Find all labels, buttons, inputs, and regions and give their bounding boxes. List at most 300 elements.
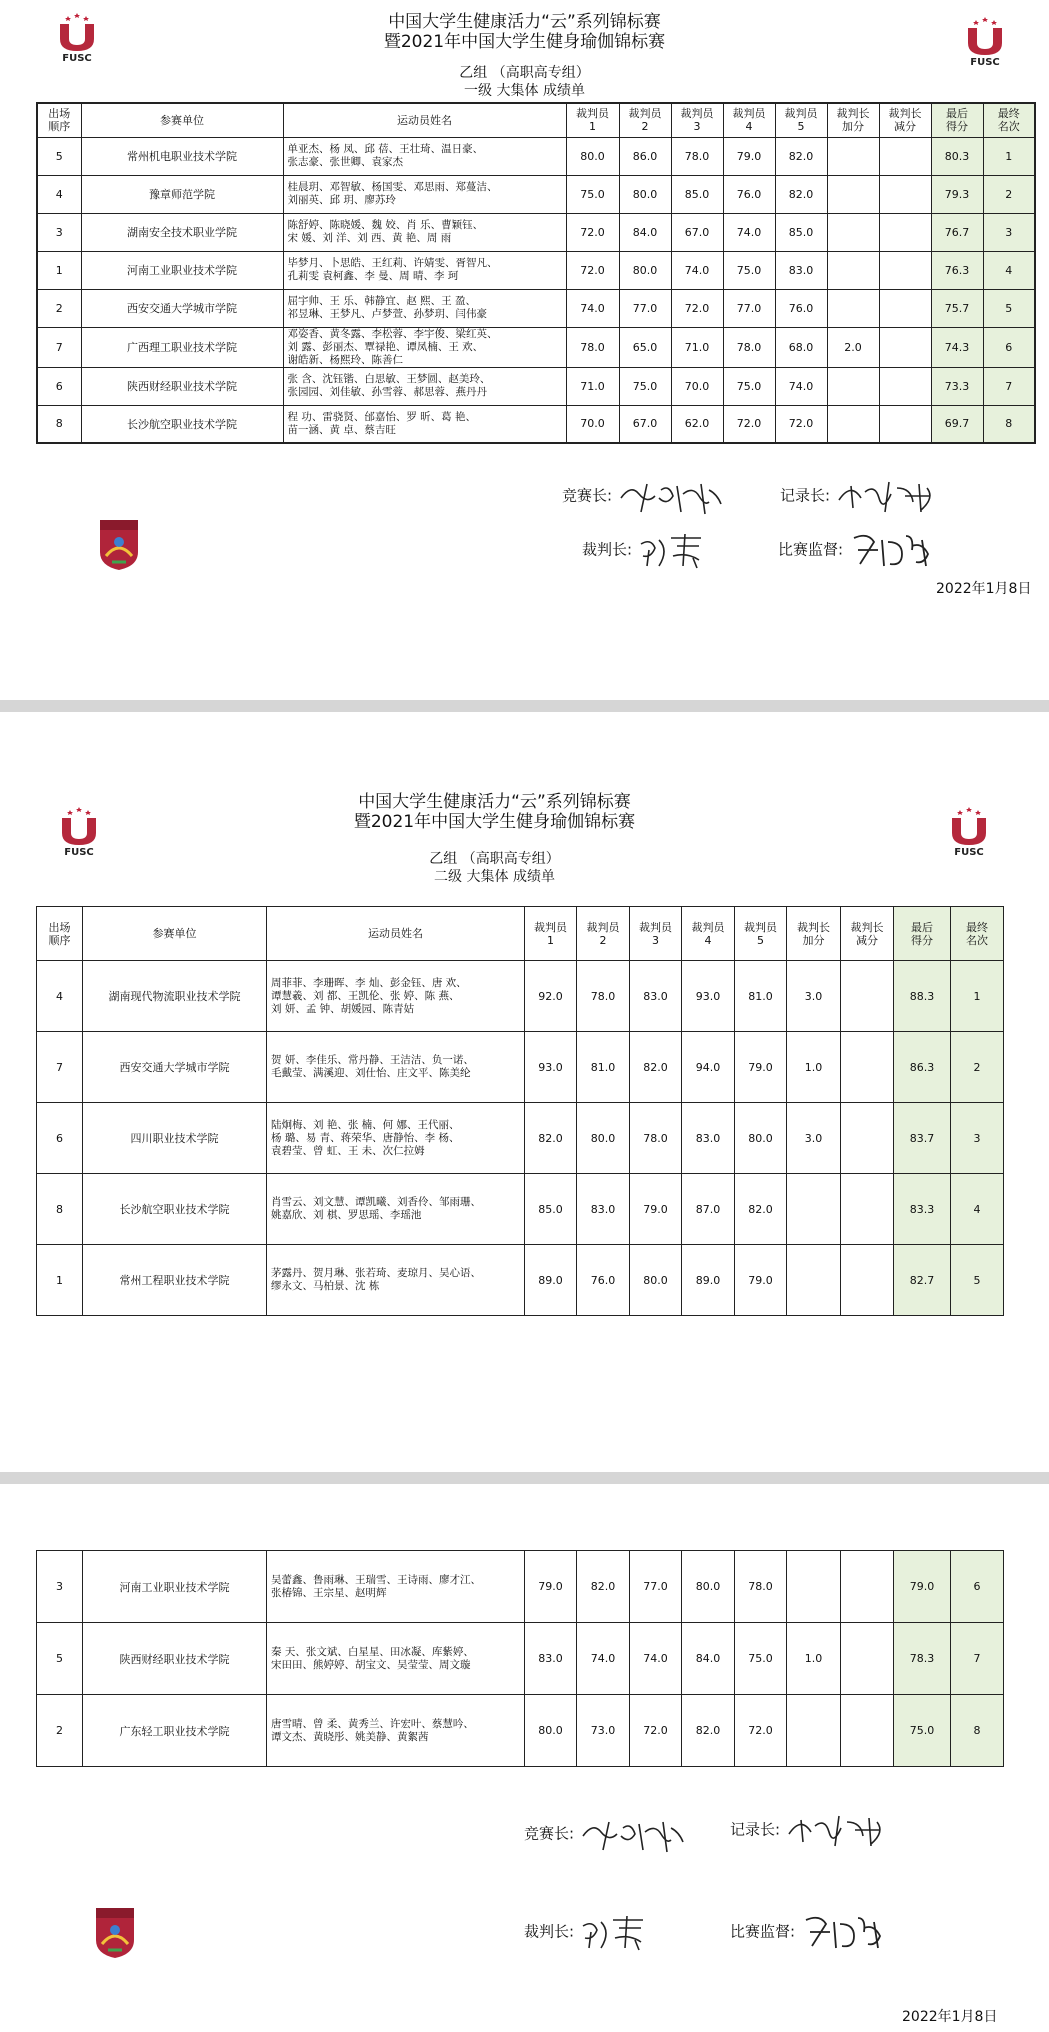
judge-5-score-cell: 76.0 <box>775 289 827 327</box>
recorder-signature <box>730 1810 895 1850</box>
athlete-names-line: 毕梦月、卜思皓、王红莉、许婧雯、胥智凡、 <box>287 257 498 269</box>
school-cell: 常州工程职业技术学院 <box>83 1245 267 1316</box>
judge-4-score-cell: 79.0 <box>723 137 775 175</box>
judge-2-score-cell: 86.0 <box>619 137 671 175</box>
athlete-names-line: 单亚杰、杨 凤、邱 蓓、王壮琦、温日豪、 <box>287 143 484 155</box>
final-rank-cell: 4 <box>983 251 1035 289</box>
order-cell: 8 <box>37 1174 83 1245</box>
athlete-names-line: 宋田田、熊婷婷、胡宝文、吴莹莹、周文璇 <box>271 1658 471 1671</box>
header-deduct: 裁判长 减分 <box>841 907 894 961</box>
fusc-logo-text: FUSC <box>64 847 94 858</box>
bonus-cell <box>787 1174 841 1245</box>
table-row <box>37 1174 1004 1245</box>
judge-3-score-cell: 80.0 <box>630 1245 682 1316</box>
judge-3-score-cell: 74.0 <box>671 251 723 289</box>
final-score-cell: 88.3 <box>894 961 951 1032</box>
order-cell: 5 <box>37 137 81 175</box>
referee-label: 裁判长: <box>524 1922 575 1941</box>
judge-4-score-cell: 84.0 <box>682 1623 735 1695</box>
supervisor-signature <box>730 1912 890 1952</box>
deduct-cell <box>879 367 931 405</box>
header-judge-3: 裁判员 3 <box>630 907 682 961</box>
athlete-names-line: 陆炯梅、刘 艳、张 楠、何 娜、王代丽、 <box>271 1118 460 1131</box>
school-cell: 湖南安全技术职业学院 <box>81 213 283 251</box>
final-score-cell: 82.7 <box>894 1245 951 1316</box>
table-row <box>37 175 1035 213</box>
judge-1-score-cell: 80.0 <box>566 137 619 175</box>
judge-3-score-cell: 78.0 <box>671 137 723 175</box>
bonus-cell <box>827 367 879 405</box>
final-rank-cell: 5 <box>983 289 1035 327</box>
chief-label: 竞赛长: <box>562 486 613 505</box>
athlete-names-line: 孔莉雯 袁柯鑫、李 曼、周 晴、李 珂 <box>287 270 459 282</box>
judge-2-score-cell: 84.0 <box>619 213 671 251</box>
athlete-names-line: 杨 璐、易 青、蒋荣华、唐静怡、李 杨、 <box>271 1131 460 1144</box>
table-row <box>37 1551 1004 1623</box>
judge-1-score-cell: 83.0 <box>525 1623 577 1695</box>
header-judge-1: 裁判员 1 <box>525 907 577 961</box>
judge-2-score-cell: 80.0 <box>577 1103 630 1174</box>
recorder-label: 记录长: <box>780 486 831 505</box>
order-cell: 1 <box>37 251 81 289</box>
judge-1-score-cell: 80.0 <box>525 1695 577 1767</box>
judge-1-score-cell: 92.0 <box>525 961 577 1032</box>
recorder-signature <box>780 476 945 516</box>
athlete-names-line: 宋 媛、刘 洋、刘 西、黄 艳、周 雨 <box>287 232 452 244</box>
group-title: 乙组 （高职高专组） <box>429 851 560 867</box>
judge-2-score-cell: 77.0 <box>619 289 671 327</box>
athlete-names-cell <box>267 961 525 1032</box>
school-cell: 陕西财经职业技术学院 <box>83 1623 267 1695</box>
bonus-cell <box>787 1551 841 1623</box>
school-cell: 湖南现代物流职业技术学院 <box>83 961 267 1032</box>
judge-4-score-cell: 93.0 <box>682 961 735 1032</box>
judge-4-score-cell: 87.0 <box>682 1174 735 1245</box>
table-row <box>37 405 1035 443</box>
fusc-logo-text: FUSC <box>62 53 92 64</box>
table-row <box>37 137 1035 175</box>
judge-4-score-cell: 82.0 <box>682 1695 735 1767</box>
bonus-cell: 1.0 <box>787 1623 841 1695</box>
judge-5-score-cell: 79.0 <box>735 1032 787 1103</box>
final-rank-cell: 4 <box>951 1174 1004 1245</box>
final-score-cell: 80.3 <box>931 137 983 175</box>
bonus-cell <box>827 175 879 213</box>
judge-4-score-cell: 94.0 <box>682 1032 735 1103</box>
handwritten-signature-icon <box>800 1912 890 1952</box>
final-rank-cell: 3 <box>951 1103 1004 1174</box>
order-cell: 7 <box>37 327 81 367</box>
deduct-cell <box>841 1623 894 1695</box>
bonus-cell <box>827 137 879 175</box>
header-final: 最后 得分 <box>931 103 983 137</box>
judge-5-score-cell: 79.0 <box>735 1245 787 1316</box>
order-cell: 2 <box>37 1695 83 1767</box>
final-rank-cell: 2 <box>983 175 1035 213</box>
judge-1-score-cell: 71.0 <box>566 367 619 405</box>
judge-1-score-cell: 79.0 <box>525 1551 577 1623</box>
order-cell: 4 <box>37 175 81 213</box>
athlete-names-line: 张 含、沈钰锴、白思敏、王梦圆、赵美玲、 <box>287 373 491 385</box>
athlete-names-line: 唐雪晴、曾 柔、黄秀兰、许宏叶、蔡慧吟、 <box>271 1717 474 1730</box>
athlete-names-line: 张椿锦、王宗星、赵明辉 <box>271 1586 387 1599</box>
athlete-names-line: 袁碧莹、曾 虹、王 未、次仁拉姆 <box>271 1144 425 1157</box>
final-score-cell: 86.3 <box>894 1032 951 1103</box>
supervisor-label: 比赛监督: <box>778 540 844 559</box>
table-row <box>37 289 1035 327</box>
level-title: 二级 大集体 成绩单 <box>434 869 555 885</box>
athlete-names-cell <box>267 1695 525 1767</box>
school-cell: 河南工业职业技术学院 <box>81 251 283 289</box>
judge-2-score-cell: 75.0 <box>619 367 671 405</box>
table-row <box>37 1245 1004 1316</box>
athlete-names-line: 姚嘉欣、刘 棋、罗思瑶、李瑶池 <box>271 1209 422 1221</box>
group-title: 乙组 （高职高专组） <box>459 65 590 81</box>
chief-label: 竞赛长: <box>524 1824 575 1843</box>
judge-3-score-cell: 85.0 <box>671 175 723 213</box>
event-title: 中国大学生健康活力“云”系列锦标赛 <box>388 12 661 32</box>
judge-2-score-cell: 83.0 <box>577 1174 630 1245</box>
judge-2-score-cell: 65.0 <box>619 327 671 367</box>
athlete-names-cell <box>283 213 566 251</box>
table-row <box>37 251 1035 289</box>
bonus-cell <box>787 1245 841 1316</box>
final-score-cell: 74.3 <box>931 327 983 367</box>
school-cell: 西安交通大学城市学院 <box>81 289 283 327</box>
judge-2-score-cell: 67.0 <box>619 405 671 443</box>
csar-emblem-icon <box>96 516 142 572</box>
judge-2-score-cell: 80.0 <box>619 175 671 213</box>
judge-3-score-cell: 72.0 <box>630 1695 682 1767</box>
school-cell: 长沙航空职业技术学院 <box>81 405 283 443</box>
judge-2-score-cell: 81.0 <box>577 1032 630 1103</box>
bonus-cell <box>827 251 879 289</box>
results-table-continued <box>36 1550 1004 1767</box>
title-block <box>0 792 1019 886</box>
athlete-names-line: 张志豪、张世卿、袁家杰 <box>287 156 403 168</box>
level-title: 一级 大集体 成绩单 <box>464 83 585 99</box>
judge-1-score-cell: 78.0 <box>566 327 619 367</box>
header-judge-4: 裁判员 4 <box>723 103 775 137</box>
athlete-names-line: 毛戴莹、满溪迎、刘仕怡、庄文平、陈美纶 <box>271 1067 471 1079</box>
judge-1-score-cell: 82.0 <box>525 1103 577 1174</box>
athlete-names-line: 周菲菲、李珊晖、李 灿、彭金钰、唐 欢、 <box>271 976 467 989</box>
judge-4-score-cell: 74.0 <box>723 213 775 251</box>
bonus-cell <box>827 405 879 443</box>
final-rank-cell: 1 <box>951 961 1004 1032</box>
deduct-cell <box>841 1551 894 1623</box>
order-cell: 3 <box>37 213 81 251</box>
judge-2-score-cell: 80.0 <box>619 251 671 289</box>
header-judge-5: 裁判员 5 <box>735 907 787 961</box>
header-order: 出场 顺序 <box>37 907 83 961</box>
athlete-names-line: 张园园、刘佳敏、孙雪蓉、郝思蓉、燕丹丹 <box>287 386 487 398</box>
chief-signature <box>562 476 727 516</box>
header-judge-2: 裁判员 2 <box>577 907 630 961</box>
judge-3-score-cell: 72.0 <box>671 289 723 327</box>
judge-3-score-cell: 82.0 <box>630 1032 682 1103</box>
judge-5-score-cell: 85.0 <box>775 213 827 251</box>
school-cell: 四川职业技术学院 <box>83 1103 267 1174</box>
bonus-cell: 3.0 <box>787 961 841 1032</box>
table-row <box>37 1103 1004 1174</box>
bonus-cell: 1.0 <box>787 1032 841 1103</box>
order-cell: 8 <box>37 405 81 443</box>
results-sheet-level2-continued <box>0 1484 1049 2032</box>
judge-5-score-cell: 82.0 <box>735 1174 787 1245</box>
header-rank: 最终 名次 <box>983 103 1035 137</box>
order-cell: 5 <box>37 1623 83 1695</box>
athlete-names-cell <box>267 1032 525 1103</box>
final-score-cell: 79.3 <box>931 175 983 213</box>
judge-4-score-cell: 78.0 <box>723 327 775 367</box>
school-cell: 陕西财经职业技术学院 <box>81 367 283 405</box>
athlete-names-cell <box>283 251 566 289</box>
judge-1-score-cell: 75.0 <box>566 175 619 213</box>
csar-logo <box>96 516 142 572</box>
school-cell: 西安交通大学城市学院 <box>83 1032 267 1103</box>
judge-3-score-cell: 71.0 <box>671 327 723 367</box>
final-rank-cell: 8 <box>983 405 1035 443</box>
judge-5-score-cell: 75.0 <box>735 1623 787 1695</box>
table-header-row <box>37 907 1004 961</box>
deduct-cell <box>841 1032 894 1103</box>
athlete-names-cell <box>283 175 566 213</box>
bonus-cell <box>827 289 879 327</box>
header-school: 参赛单位 <box>81 103 283 137</box>
table-row <box>37 1695 1004 1767</box>
deduct-cell <box>841 961 894 1032</box>
final-rank-cell: 7 <box>983 367 1035 405</box>
supervisor-signature <box>778 530 938 570</box>
csar-logo <box>92 1904 138 1960</box>
deduct-cell <box>841 1245 894 1316</box>
athlete-names-cell <box>267 1245 525 1316</box>
referee-signature <box>582 530 727 570</box>
header-bonus: 裁判长 加分 <box>787 907 841 961</box>
deduct-cell <box>841 1174 894 1245</box>
deduct-cell <box>879 251 931 289</box>
order-cell: 2 <box>37 289 81 327</box>
judge-5-score-cell: 80.0 <box>735 1103 787 1174</box>
sheet-date: 2022年1月8日 <box>902 2009 998 2025</box>
athlete-names-line: 谢皓新、杨熙玲、陈善仁 <box>287 353 403 366</box>
judge-1-score-cell: 72.0 <box>566 213 619 251</box>
judge-3-score-cell: 67.0 <box>671 213 723 251</box>
handwritten-signature-icon <box>579 1912 669 1952</box>
athlete-names-line: 邓姿香、黄冬露、李松蓉、李宇俊、梁红英、 <box>287 327 498 340</box>
final-score-cell: 79.0 <box>894 1551 951 1623</box>
judge-5-score-cell: 68.0 <box>775 327 827 367</box>
handwritten-signature-icon <box>848 530 938 570</box>
fusc-logo-text: FUSC <box>970 57 1000 68</box>
deduct-cell <box>841 1103 894 1174</box>
deduct-cell <box>879 405 931 443</box>
judge-4-score-cell: 80.0 <box>682 1551 735 1623</box>
athlete-names-line: 秦 天、张文斌、白星星、田冰凝、库紫婷、 <box>271 1645 474 1658</box>
judge-5-score-cell: 81.0 <box>735 961 787 1032</box>
handwritten-signature-icon <box>785 1810 895 1850</box>
results-table <box>36 102 1036 444</box>
athlete-names-cell <box>267 1174 525 1245</box>
final-rank-cell: 7 <box>951 1623 1004 1695</box>
table-row <box>37 1032 1004 1103</box>
results-table <box>36 906 1004 1316</box>
final-score-cell: 75.7 <box>931 289 983 327</box>
table-row <box>37 213 1035 251</box>
judge-5-score-cell: 72.0 <box>775 405 827 443</box>
judge-5-score-cell: 82.0 <box>775 175 827 213</box>
results-sheet-level2 <box>0 712 1049 1472</box>
results-body-level2 <box>37 961 1004 1316</box>
athlete-names-line: 刘丽英、邱 玥、廖苏玲 <box>287 194 396 206</box>
judge-4-score-cell: 89.0 <box>682 1245 735 1316</box>
table-row <box>37 327 1035 367</box>
bonus-cell <box>827 213 879 251</box>
header-judge-4: 裁判员 4 <box>682 907 735 961</box>
judge-5-score-cell: 74.0 <box>775 367 827 405</box>
order-cell: 3 <box>37 1551 83 1623</box>
header-deduct: 裁判长 减分 <box>879 103 931 137</box>
judge-2-score-cell: 74.0 <box>577 1623 630 1695</box>
header-order: 出场 顺序 <box>37 103 81 137</box>
athlete-names-line: 贺 妍、李佳乐、常丹静、王洁洁、负一诺、 <box>271 1054 474 1066</box>
table-header-row <box>37 103 1035 137</box>
judge-5-score-cell: 78.0 <box>735 1551 787 1623</box>
fusc-logo-text: FUSC <box>954 847 984 858</box>
athlete-names-cell <box>283 367 566 405</box>
athlete-names-line: 刘 露、彭丽杰、覃禄艳、谭凤楠、王 欢、 <box>287 340 484 353</box>
judge-4-score-cell: 72.0 <box>723 405 775 443</box>
athlete-names-cell <box>283 327 566 367</box>
order-cell: 7 <box>37 1032 83 1103</box>
header-judge-3: 裁判员 3 <box>671 103 723 137</box>
header-names: 运动员姓名 <box>267 907 525 961</box>
judge-1-score-cell: 72.0 <box>566 251 619 289</box>
athlete-names-line: 谭文杰、黄晓彤、姚美静、黄絮茜 <box>271 1730 429 1743</box>
final-rank-cell: 1 <box>983 137 1035 175</box>
athlete-names-line: 茅露丹、贺月琳、张若琦、麦琼月、吴心语、 <box>271 1267 481 1279</box>
csar-emblem-icon <box>92 1904 138 1960</box>
final-score-cell: 78.3 <box>894 1623 951 1695</box>
order-cell: 6 <box>37 367 81 405</box>
referee-label: 裁判长: <box>582 540 633 559</box>
athlete-names-line: 陈舒婷、陈晓媛、魏 姣、肖 乐、曹颖钰、 <box>287 219 484 231</box>
referee-signature <box>524 1912 669 1952</box>
judge-4-score-cell: 76.0 <box>723 175 775 213</box>
handwritten-signature-icon <box>835 476 945 516</box>
athlete-names-line: 屈宇帅、王 乐、韩静宜、赵 熙、王 盈、 <box>287 295 477 307</box>
school-cell: 豫章师范学院 <box>81 175 283 213</box>
judge-4-score-cell: 83.0 <box>682 1103 735 1174</box>
deduct-cell <box>879 137 931 175</box>
school-cell: 长沙航空职业技术学院 <box>83 1174 267 1245</box>
school-cell: 广西理工职业技术学院 <box>81 327 283 367</box>
table-row <box>37 1623 1004 1695</box>
final-rank-cell: 2 <box>951 1032 1004 1103</box>
final-rank-cell: 6 <box>951 1551 1004 1623</box>
header-bonus: 裁判长 加分 <box>827 103 879 137</box>
final-score-cell: 76.3 <box>931 251 983 289</box>
judge-3-score-cell: 78.0 <box>630 1103 682 1174</box>
judge-2-score-cell: 82.0 <box>577 1551 630 1623</box>
header-judge-1: 裁判员 1 <box>566 103 619 137</box>
judge-1-score-cell: 89.0 <box>525 1245 577 1316</box>
judge-5-score-cell: 83.0 <box>775 251 827 289</box>
handwritten-signature-icon <box>637 530 727 570</box>
judge-2-score-cell: 76.0 <box>577 1245 630 1316</box>
judge-3-score-cell: 70.0 <box>671 367 723 405</box>
sheet-date: 2022年1月8日 <box>936 581 1032 597</box>
table-row <box>37 961 1004 1032</box>
deduct-cell <box>879 213 931 251</box>
athlete-names-line: 肖雪云、刘文慧、谭凯曦、刘香伶、邹雨珊、 <box>271 1196 481 1208</box>
order-cell: 4 <box>37 961 83 1032</box>
judge-4-score-cell: 75.0 <box>723 367 775 405</box>
header-final: 最后 得分 <box>894 907 951 961</box>
header-names: 运动员姓名 <box>283 103 566 137</box>
judge-3-score-cell: 77.0 <box>630 1551 682 1623</box>
final-score-cell: 83.3 <box>894 1174 951 1245</box>
header-judge-5: 裁判员 5 <box>775 103 827 137</box>
athlete-names-line: 苗一涵、黄 卓、蔡吉旺 <box>287 423 396 436</box>
final-score-cell: 75.0 <box>894 1695 951 1767</box>
school-cell: 河南工业职业技术学院 <box>83 1551 267 1623</box>
final-rank-cell: 8 <box>951 1695 1004 1767</box>
athlete-names-line: 谭慧羲、刘 都、王凯伦、张 婷、陈 燕、 <box>271 989 460 1002</box>
title-block <box>0 12 1049 100</box>
judge-5-score-cell: 82.0 <box>775 137 827 175</box>
school-cell: 常州机电职业技术学院 <box>81 137 283 175</box>
handwritten-signature-icon <box>617 476 727 516</box>
deduct-cell <box>879 175 931 213</box>
final-score-cell: 83.7 <box>894 1103 951 1174</box>
judge-1-score-cell: 93.0 <box>525 1032 577 1103</box>
results-body-level1 <box>37 137 1035 443</box>
judge-4-score-cell: 75.0 <box>723 251 775 289</box>
judge-1-score-cell: 74.0 <box>566 289 619 327</box>
final-rank-cell: 5 <box>951 1245 1004 1316</box>
judge-3-score-cell: 74.0 <box>630 1623 682 1695</box>
school-cell: 广东轻工职业技术学院 <box>83 1695 267 1767</box>
judge-2-score-cell: 73.0 <box>577 1695 630 1767</box>
athlete-names-line: 桂晨玥、邓智敏、杨国雯、邓思雨、郑蔓洁、 <box>287 181 498 193</box>
athlete-names-cell <box>283 137 566 175</box>
athlete-names-cell <box>267 1623 525 1695</box>
final-score-cell: 76.7 <box>931 213 983 251</box>
judge-4-score-cell: 77.0 <box>723 289 775 327</box>
final-rank-cell: 6 <box>983 327 1035 367</box>
chief-signature <box>524 1814 689 1854</box>
order-cell: 1 <box>37 1245 83 1316</box>
athlete-names-line: 祁昱琳、王梦凡、卢梦萱、孙梦玥、闫伟豪 <box>287 308 487 320</box>
athlete-names-line: 程 功、雷骁贤、邰嘉怡、罗 昕、葛 艳、 <box>287 410 477 423</box>
judge-3-score-cell: 79.0 <box>630 1174 682 1245</box>
athlete-names-line: 吴蕾鑫、鲁雨琳、王瑞雪、王诗雨、廖才江、 <box>271 1573 481 1586</box>
deduct-cell <box>879 289 931 327</box>
athlete-names-cell <box>283 405 566 443</box>
results-body-level2-continued <box>37 1551 1004 1767</box>
athlete-names-line: 缪永文、马柏景、沈 栋 <box>271 1280 380 1292</box>
deduct-cell <box>879 327 931 367</box>
results-sheet-level1 <box>0 0 1049 700</box>
event-subtitle: 暨2021年中国大学生健身瑜伽锦标赛 <box>383 32 666 52</box>
supervisor-label: 比赛监督: <box>730 1922 796 1941</box>
judge-1-score-cell: 85.0 <box>525 1174 577 1245</box>
handwritten-signature-icon <box>579 1814 689 1854</box>
event-subtitle: 暨2021年中国大学生健身瑜伽锦标赛 <box>353 812 636 832</box>
athlete-names-cell <box>267 1103 525 1174</box>
